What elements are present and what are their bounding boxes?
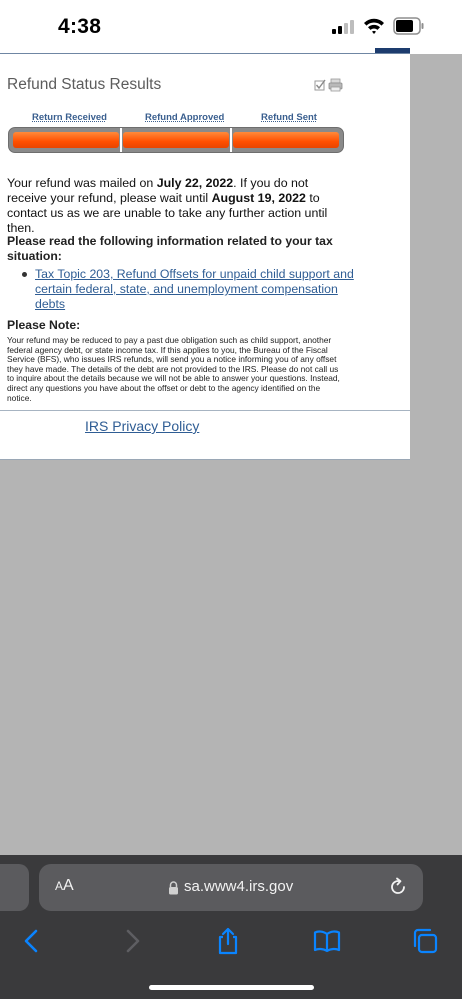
step-refund-approved[interactable]: Refund Approved: [145, 112, 225, 123]
refund-message: Your refund was mailed on July 22, 2022. If you do not receive your refund, please wait until August 19, 2022 to contact us as we are unable to take any further action until then.: [7, 176, 328, 235]
progress-segment-1: [13, 132, 119, 148]
wait-date: August 19, 2022: [211, 191, 306, 205]
info-heading: Please read the following information related to your tax situation:: [7, 234, 333, 263]
forward-icon[interactable]: [118, 927, 146, 955]
check-print-icons[interactable]: [314, 78, 346, 92]
back-icon[interactable]: [18, 927, 46, 955]
checkbox-icon: [315, 80, 325, 90]
step-refund-sent[interactable]: Refund Sent: [261, 112, 317, 123]
note-heading: Please Note:: [7, 318, 81, 332]
address-bar[interactable]: [39, 864, 423, 911]
wifi-icon: [363, 17, 385, 35]
divider: [0, 410, 410, 411]
tax-topic-203-link[interactable]: Tax Topic 203, Refund Offsets for unpaid child support and certain federal, state, and unemployment compensation debts: [35, 267, 354, 311]
print-icon: [329, 79, 342, 91]
progress-segment-3: [233, 132, 339, 148]
status-bar: [0, 0, 462, 54]
battery-icon: [393, 17, 425, 35]
mailed-date: July 22, 2022: [156, 176, 234, 190]
home-indicator[interactable]: [149, 985, 314, 990]
progress-divider: [230, 128, 232, 152]
progress-bar: [8, 127, 344, 153]
bullet-icon: [22, 272, 27, 277]
cellular-signal-icon: [332, 20, 356, 34]
reload-icon[interactable]: [388, 877, 408, 897]
note-text: Your refund may be reduced to pay a past due obligation such as child support, another federal agency debt, or state income tax. If this applies to you, the Bureau of the Fiscal Service (BFS), who issues IRS refunds, will send you a notice informing you of any offset they have made. The details of the debt are not provided to the IRS. Please do not call us to inquire about the details because we will not be able to answer your questions. Instead, direct any questions you have about the offset or debt to the agency identified on the notice.: [7, 335, 340, 403]
privacy-policy-link[interactable]: IRS Privacy Policy: [85, 418, 200, 434]
status-time: 4:38: [58, 15, 102, 38]
tabs-icon[interactable]: [411, 927, 439, 955]
url-text[interactable]: sa.www4.irs.gov: [184, 878, 294, 895]
browser-toolbar: [0, 855, 462, 999]
refund-status-card: [0, 54, 410, 460]
progress-divider: [120, 128, 122, 152]
share-icon[interactable]: [214, 927, 242, 955]
page-title: Refund Status Results: [7, 76, 162, 93]
page-top-strip-accent: [375, 48, 410, 53]
page-settings-button[interactable]: AA: [55, 877, 74, 894]
bookmarks-icon[interactable]: [313, 927, 341, 955]
progress-segment-2: [123, 132, 229, 148]
previous-tab-peek[interactable]: [0, 864, 29, 911]
step-return-received[interactable]: Return Received: [32, 112, 107, 123]
lock-icon: [168, 881, 179, 895]
